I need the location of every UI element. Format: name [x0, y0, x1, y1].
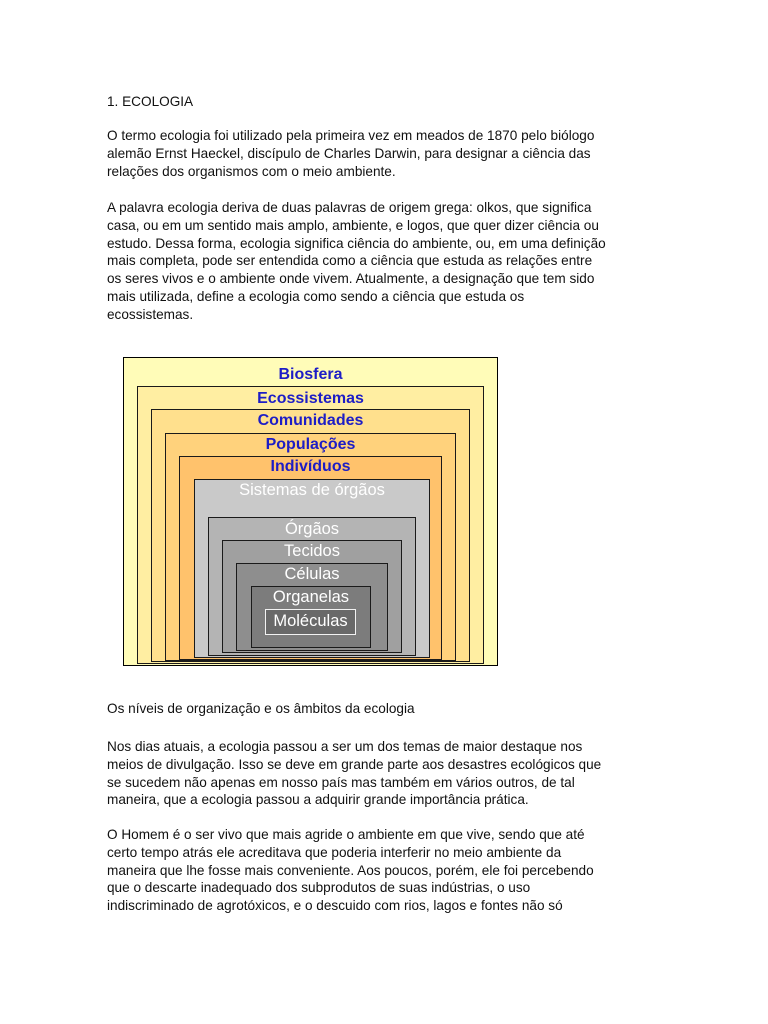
text-line: O Homem é o ser vivo que mais agride o ambiente em que vive, sendo que até	[107, 827, 585, 842]
text-line: que o descarte inadequado dos subprodutos de suas indústrias, o uso	[107, 880, 531, 896]
level-label-individuos: Indivíduos	[270, 458, 351, 475]
level-box-sistemas	[194, 479, 430, 658]
level-box-organelas	[251, 586, 371, 648]
organization-levels-diagram	[123, 357, 498, 666]
text-line: os seres vivos e o ambiente onde vivem. Atualmente, a designação que tem sido	[107, 271, 595, 287]
level-label-orgaos: Órgãos	[284, 520, 340, 538]
level-label-celulas: Células	[284, 565, 340, 583]
paragraph-2	[107, 199, 667, 324]
figure-caption	[107, 700, 667, 718]
level-box-individuos	[179, 456, 442, 660]
level-label-ecossistemas: Ecossistemas	[257, 390, 364, 407]
paragraph-1	[107, 127, 667, 180]
level-label-biosfera: Biosfera	[278, 366, 343, 383]
level-label-tecidos: Tecidos	[284, 542, 340, 560]
level-box-ecossistemas	[137, 386, 484, 664]
text-line: A palavra ecologia deriva de duas palavras de origem grega: olkos, que significa	[107, 200, 592, 215]
level-label-moleculas: Moléculas	[273, 612, 348, 630]
text-line: certo tempo atrás ele acreditava que poderia interferir no meio ambiente da	[107, 844, 562, 860]
level-box-tecidos	[222, 540, 402, 653]
section-heading	[107, 93, 667, 111]
level-box-orgaos	[208, 517, 416, 656]
text-line: relações dos organismos com o meio ambiente.	[107, 163, 396, 179]
paragraph-3	[107, 738, 667, 809]
paragraph-4	[107, 826, 667, 915]
text-line: se sucedem não apenas em nosso país mas também em vários outros, de tal	[107, 774, 575, 790]
text-line: maneira, que a ecologia passou a adquirir grande importância prática.	[107, 792, 529, 808]
level-label-sistemas: Sistemas de órgãos	[239, 481, 385, 499]
text-line: estudo. Dessa forma, ecologia significa ciência do ambiente, ou, em uma definição	[107, 235, 606, 251]
text-line: maneira que lhe fosse mais conveniente. Aos poucos, porém, ele foi percebendo	[107, 862, 594, 878]
text-line: indiscriminado de agrotóxicos, e o descuido com rios, lagos e fontes não só	[107, 898, 563, 914]
level-box-moleculas	[265, 609, 356, 635]
level-label-comunidades: Comunidades	[257, 412, 364, 429]
text-line: mais completa, pode ser entendida como a ciência que estuda as relações entre	[107, 253, 593, 269]
text-line: meios de divulgação. Isso se deve em grande parte aos desastres ecológicos que	[107, 756, 602, 772]
text-line: mais utilizada, define a ecologia como sendo a ciência que estuda os	[107, 288, 525, 304]
level-label-populacoes: Populações	[265, 436, 356, 453]
text-line: ecossistemas.	[107, 306, 194, 322]
heading-text: 1. ECOLOGIA	[107, 94, 194, 109]
level-box-populacoes	[165, 433, 456, 661]
text-line: casa, ou em um sentido mais amplo, ambiente, e logos, que quer dizer ciência ou	[107, 217, 599, 233]
text-line: O termo ecologia foi utilizado pela primeira vez em meados de 1870 pelo biólogo	[107, 128, 595, 143]
text-line: alemão Ernst Haeckel, discípulo de Charles Darwin, para designar a ciência das	[107, 145, 591, 161]
level-box-celulas	[236, 563, 388, 651]
level-label-organelas: Organelas	[272, 588, 350, 606]
level-box-comunidades	[151, 409, 470, 662]
caption-text: Os níveis de organização e os âmbitos da ecologia	[107, 701, 415, 716]
text-line: Nos dias atuais, a ecologia passou a ser um dos temas de maior destaque nos	[107, 739, 583, 754]
